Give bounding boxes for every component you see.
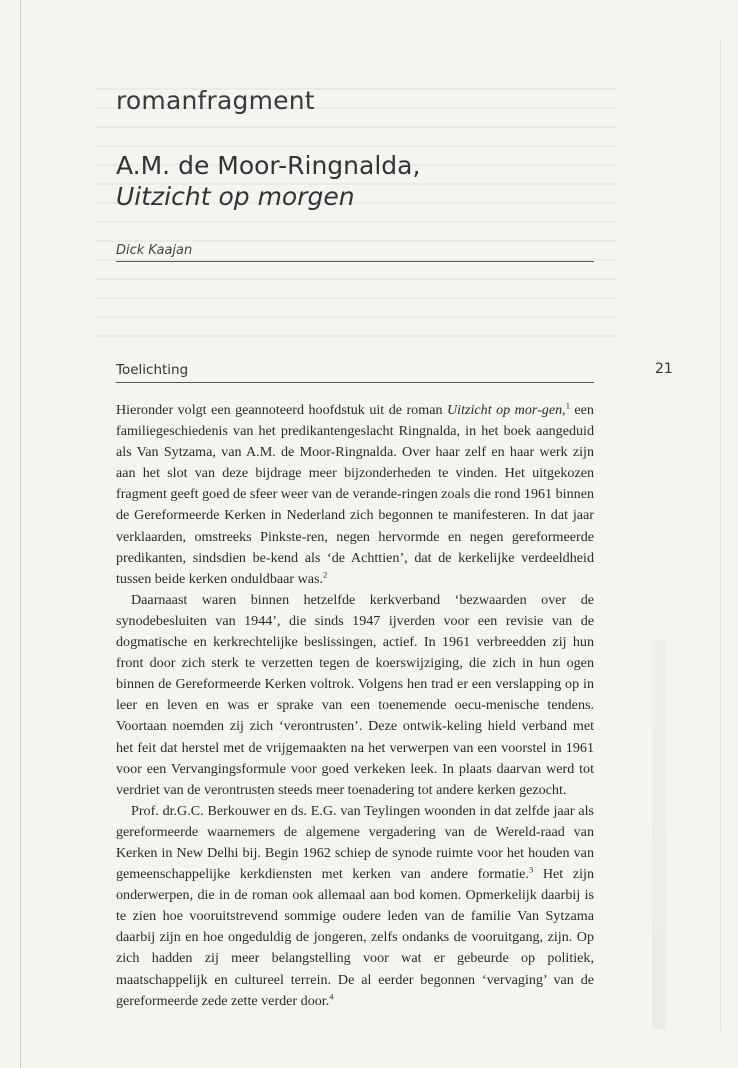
footnote-ref-4: 4 [329,990,334,1001]
title-line-2: Uitzicht op morgen [116,182,355,211]
author-name: Dick Kaajan [116,243,193,258]
paragraph-1-text-b: een familiegeschiedenis van het predikantengeslacht Ringnalda, in het boek aangeduid als Van Sytzama, van A.M. de Moor-Ringnalda. Over haar zelf en haar werk zijn aan het slot van deze bijdrage meer bijzonderheden te vinden. Het uitgekozen fragment geeft goed de sfeer weer van de verande-ringen zoals die rond 1961 binnen de Gereformeerde Kerken in Nederland zich begonnen te manifesteren. In dat jaar verklaarden, omstreeks Pinkste-ren, negen hervormde en negen gereformeerde predikanten, sindsdien be-kend als ‘de Achttien’, dat de kerkelijke verdeeldheid tussen beide kerken onduldbaar was. [116,402,594,587]
page-edge-line [20,0,21,1068]
page-number: 21 [655,361,673,377]
body-text [116,400,594,1012]
page-edge-line-right [720,40,721,1030]
paragraph-3-text-a: Prof. dr.G.C. Berkouwer en ds. E.G. van Teylingen woonden in dat zelfde jaar als gereformeerde waarnemers de algemene vergadering van de Wereld-raad van Kerken in New Delhi bij. Begin 1962 schiep de synode ruimte voor het houden van gemeenschappelijke kerkdiensten met kerken van andere formatie. [116,802,594,883]
footnote-ref-2: 2 [323,569,328,580]
show-through-text [96,88,616,388]
title-line-1: A.M. de Moor-Ringnalda, [116,151,421,180]
title-rule [116,261,594,262]
paragraph-1-text-a: Hieronder volgt een geannoteerd hoofdstuk uit de roman [116,402,447,418]
section-label: romanfragment [116,86,315,115]
footnote-ref-3: 3 [528,864,534,875]
section-rule [116,382,594,383]
paragraph-1-book-title: Uitzicht op mor-gen [446,402,563,418]
paragraph-3 [116,801,594,1012]
paragraph-2: Daarnaast waren binnen hetzelfde kerkverband ‘bezwaarden over de synodebesluiten van 1944’, die sinds 1947 ijverden voor een revisie van de dogmatische en kerkrechtelijke beslissingen, actief. In 1961 verbreedden zij hun front door zich sterk te verzetten tegen de koerswijziging, die zich in hun ogen binnen de Gereformeerde Kerken voltrok. Volgens hen trad er een verslapping op in leer en leven en was er sprake van een toenemende oecu-menische tendens. Voortaan noemden zij zich ‘verontrusten’. Deze ontwik-keling hield verband met het feit dat herstel met de vrijgemaakten na het verwerpen van een voorstel in 1961 voor een Vervangingsformule voor goed verkeken leek. In plaats daarvan werd tot verdriet van de verontrusten steeds meer toenadering tot andere kerken gezocht. [116,591,594,798]
paragraph-3-text-b: Het zijn onderwerpen, die in de roman ook allemaal aan bod komen. Opmerkelijk daarbij is te zien hoe vooruitstrevend sommige oudere leden van de familie Van Sytzama daarbij zijn en hoe ongeduldig de jongeren, zelfs ondanks de vooruitgang, zijn. Op zich hadden zij meer belangstelling voor wat er gebeurde op politiek, maatschappelijk en cultureel terrein. De al eerder begonnen ‘vervaging’ van de gereformeerde zede zette verder door. [116,866,595,1009]
paragraph-1: Hieronder volgt een geannoteerd hoofdstuk uit de roman Uitzicht op mor-gen,$^1$ een familiegeschiedenis van het predikantengeslacht Ringnalda, in het boek aangeduid als Van Sytzama, van A.M. de Moor-Ringnalda. Over haar zelf en haar werk zijn aan het slot van deze bijdrage meer bijzonderheden te vinden. Het uitgekozen fragment geeft goed de sfeer weer van de verande-ringen zoals die rond 1961 binnen de Gereformeerde Kerken in Nederland zich begonnen te manifesteren. In dat jaar verklaarden, omstreeks Pinkste-ren, negen hervormde en negen gereformeerde predikanten, sindsdien be-kend als ‘de Achttien’, dat de kerkelijke verdeeldheid tussen beide kerken onduldbaar was.$^2$ [116,400,594,587]
section-heading: Toelichting [116,362,189,378]
footnote-ref-1: 1 [565,400,570,411]
show-through-margin [652,640,666,1030]
article-title [116,150,420,212]
